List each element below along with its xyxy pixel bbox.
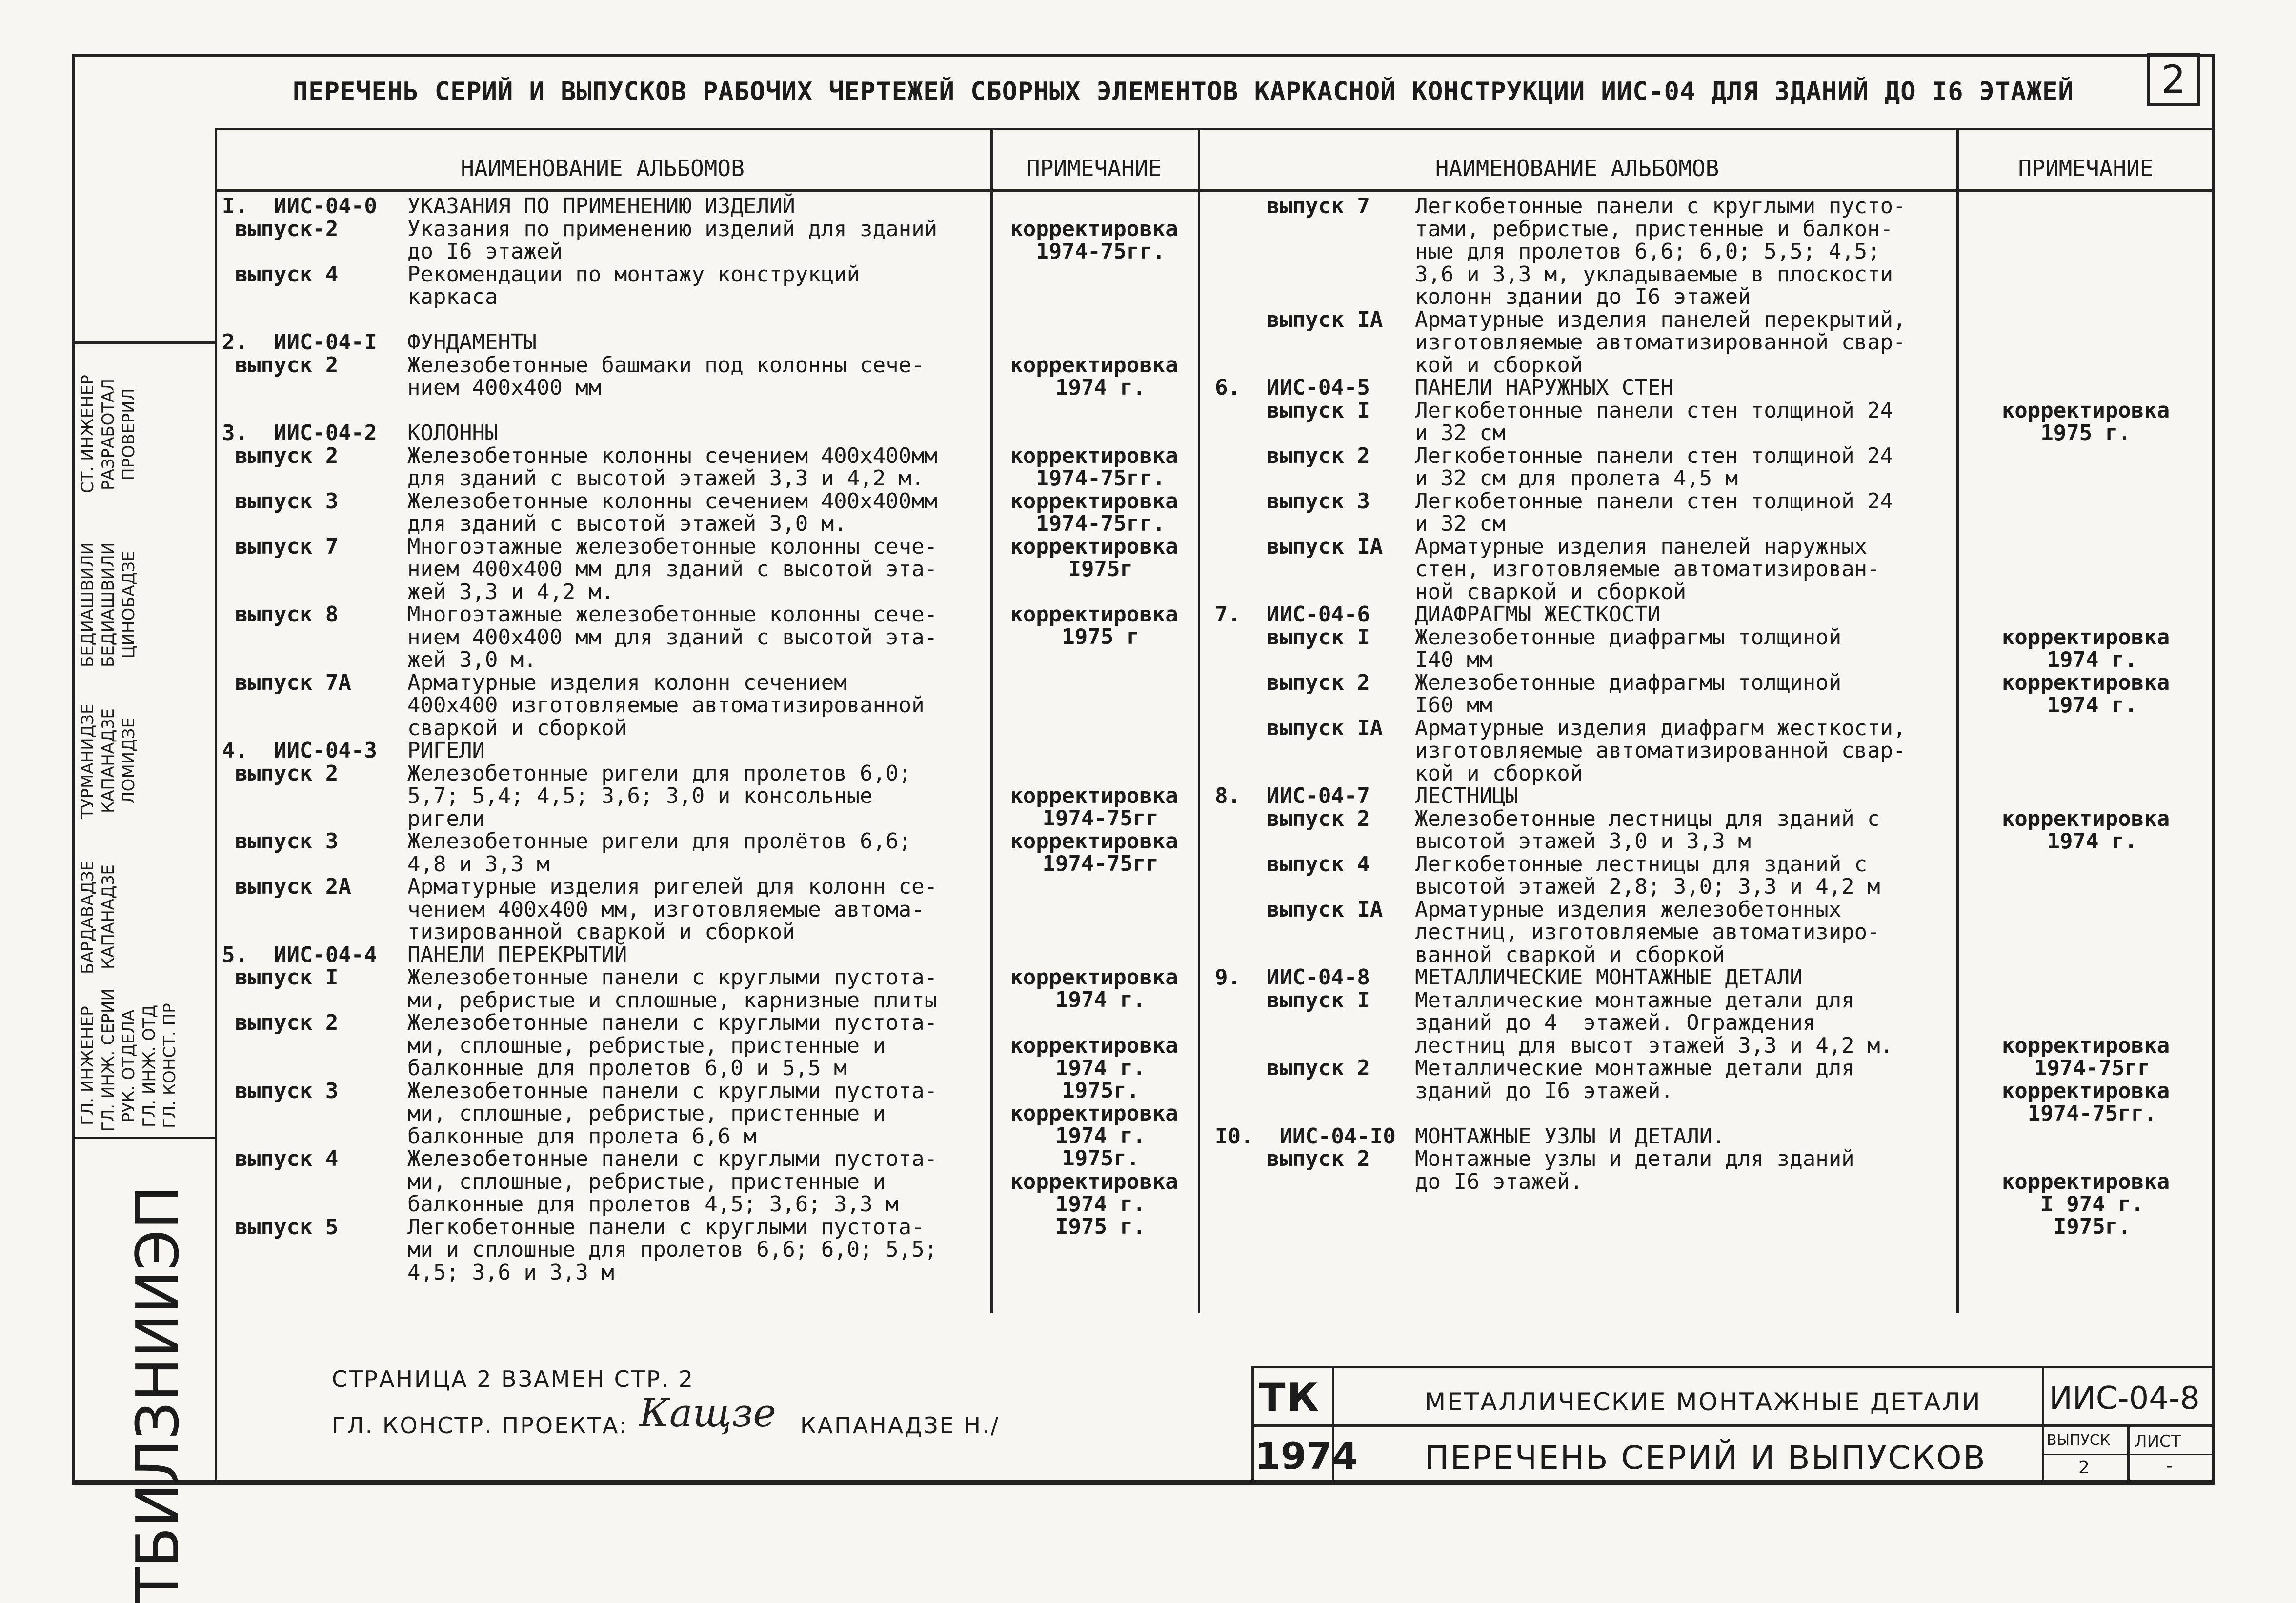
left-row-text: жей 3,3 и 4,2 м. (407, 579, 614, 604)
left-row-text: 5,7; 5,4; 4,5; 3,6; 3,0 и консольные (407, 783, 873, 808)
left-row-code: 3. ИИС-04-2 (222, 421, 377, 445)
side-stamp-role: ГЛ. ИНЖЕНЕР (78, 1006, 98, 1126)
left-row-text: до I6 этажей (407, 239, 563, 264)
left-note: корректировка 1974-75гг. (1010, 488, 1178, 536)
left-note: корректировка I975г (1010, 534, 1178, 581)
right-row-code: выпуск 3 (1215, 488, 1370, 514)
side-stamp-name: ЛОМИДЗЕ (119, 718, 139, 804)
title-year: 1974 (1255, 1434, 1358, 1478)
right-row-code: 7. ИИС-04-6 (1215, 602, 1370, 627)
page-replace-text: СТРАНИЦА 2 ВЗАМЕН СТР. 2 (332, 1366, 695, 1392)
right-row-text: Металлические монтажные детали для (1415, 987, 1854, 1013)
chief-signature: Кащзе (639, 1390, 776, 1436)
left-note: корректировка 1974 г. I975 г. (1010, 1169, 1178, 1239)
right-row-text: Арматурные изделия железобетонных (1415, 897, 1842, 922)
left-row-text: сваркой и сборкой (407, 715, 627, 741)
bottom-strip-line (72, 1483, 2215, 1485)
drawing-frame (72, 54, 2215, 1483)
side-stamp-name: ТУРМАНИДЗЕ (78, 703, 98, 819)
right-row-text: кой и сборкой (1415, 761, 1583, 786)
left-row-text: Железобетонные панели с круглыми пустота- (407, 1010, 938, 1035)
left-row-text: Железобетонные ригели для пролётов 6,6; (407, 829, 912, 854)
right-row-code: 8. ИИС-04-7 (1215, 783, 1370, 808)
left-row-text: каркаса (407, 284, 498, 309)
left-row-text: ригели (407, 806, 485, 831)
left-row-code: выпуск-2 (222, 216, 339, 241)
left-note: корректировка 1974 г. 1975г. (1010, 1101, 1178, 1171)
right-row-text: ные для пролетов 6,6; 6,0; 5,5; 4,5; (1415, 239, 1880, 264)
right-note: корректировка I 974 г. I975г. (2001, 1169, 2170, 1239)
left-row-text: жей 3,0 м. (407, 647, 537, 672)
left-row-code: выпуск 5 (222, 1214, 339, 1240)
side-stamp-name: КАПАНАДЗЕ (99, 864, 118, 970)
left-row-text: тизированной сваркой и сборкой (407, 920, 795, 944)
header-left-note: ПРИМЕЧАНИЕ (1027, 155, 1162, 181)
left-note: корректировка 1974-75гг (1010, 783, 1178, 831)
right-row-text: 3,6 и 3,3 м, укладываемые в плоскости (1415, 261, 1893, 287)
right-row-text: зданий до I6 этажей. (1415, 1078, 1673, 1103)
title-block-vypusk-line (2042, 1454, 2215, 1455)
left-note: корректировка 1974-75гг. (1010, 443, 1178, 491)
right-row-text: высотой этажей 3,0 и 3,3 м (1415, 829, 1751, 854)
side-stamp-role: ГЛ. КОНСТ. ПР (160, 1003, 180, 1129)
side-stamp-role: ГЛ. ИНЖ. СЕРИИ (99, 988, 118, 1132)
side-stamp-top (72, 341, 215, 344)
title-tk: ТК (1259, 1375, 1320, 1420)
left-row-code: выпуск 7А (222, 670, 351, 695)
right-row-text: Железобетонные диафрагмы толщиной (1415, 624, 1842, 650)
right-row-code: выпуск 2 (1215, 806, 1370, 831)
right-row-text: Металлические монтажные детали для (1415, 1056, 1854, 1081)
title-block-top (1251, 1366, 2215, 1368)
left-row-code: 4. ИИС-04-3 (222, 738, 377, 763)
right-row-text: Легкобетонные лестницы для зданий с (1415, 851, 1868, 877)
left-row-text: нием 400х400 мм (407, 375, 602, 400)
left-note: корректировка 1974-75гг. (1010, 216, 1178, 264)
left-row-text: ми, ребристые и сплошные, карнизные плиты (407, 987, 938, 1013)
side-stamp-name: БЕДИАШВИЛИ (78, 542, 98, 668)
left-row-text: ми, сплошные, ребристые, пристенные и (407, 1033, 886, 1058)
right-row-code: выпуск 4 (1215, 851, 1370, 877)
left-row-text: ми, сплошные, ребристые, пристенные и (407, 1101, 886, 1126)
right-row-text: Арматурные изделия панелей наружных (1415, 534, 1868, 559)
header-right-name: НАИМЕНОВАНИЕ АЛЬБОМОВ (1435, 155, 1719, 181)
left-row-text: УКАЗАНИЯ ПО ПРИМЕНЕНИЮ ИЗДЕЛИЙ (407, 194, 795, 219)
left-row-code: выпуск 2 (222, 352, 339, 378)
left-row-text: Арматурные изделия ригелей для колонн се- (407, 874, 938, 899)
table-top-line (215, 128, 2215, 130)
left-row-code: выпуск 2 (222, 443, 339, 468)
left-row-code: выпуск 2А (222, 874, 351, 899)
right-row-text: ПАНЕЛИ НАРУЖНЫХ СТЕН (1415, 375, 1673, 400)
right-row-text: изготовляемые автоматизированной свар- (1415, 738, 1906, 763)
title-block-mid (1251, 1424, 2215, 1427)
side-stamp-name: КАПАНАДЗЕ (99, 708, 118, 814)
left-row-code: 5. ИИС-04-4 (222, 942, 377, 967)
right-row-text: колонн здании до I6 этажей (1415, 284, 1751, 309)
left-row-code: выпуск 4 (222, 1146, 339, 1171)
right-row-text: ДИАФРАГМЫ ЖЕСТКОСТИ (1415, 602, 1661, 627)
organization-name: ТБИЛЗНИИЭП (124, 1185, 192, 1603)
left-row-text: ми и сплошные для пролетов 6,6; 6,0; 5,5; (407, 1237, 938, 1262)
right-note: корректировка 1974 г. (2001, 806, 2170, 854)
side-stamp-role: РУК. ОТДЕЛА (119, 1009, 139, 1122)
right-row-text: Легкобетонные панели стен толщиной 24 (1415, 488, 1893, 514)
right-row-code: выпуск IА (1215, 715, 1383, 741)
left-side-stamp-border (215, 128, 217, 1483)
right-row-code: выпуск 2 (1215, 443, 1370, 468)
left-row-text: нием 400х400 мм для зданий с высотой эта- (407, 624, 938, 650)
right-row-text: Легкобетонные панели стен толщиной 24 (1415, 398, 1893, 423)
right-row-text: Легкобетонные панели с круглыми пусто- (1415, 194, 1906, 219)
left-row-text: балконные для пролета 6,6 м (407, 1123, 757, 1149)
right-row-code: выпуск IА (1215, 307, 1383, 332)
header-right-note: ПРИМЕЧАНИЕ (2018, 155, 2154, 181)
left-row-text: чением 400х400 мм, изготовляемые автома- (407, 897, 925, 922)
right-row-text: I40 мм (1415, 647, 1492, 672)
title-doc-code: ИИС-04-8 (2049, 1381, 2200, 1417)
left-row-text: КОЛОННЫ (407, 421, 498, 445)
left-row-code: выпуск 7 (222, 534, 339, 559)
left-row-text: Многоэтажные железобетонные колонны сече- (407, 534, 938, 559)
header-left-name: НАИМЕНОВАНИЕ АЛЬБОМОВ (461, 155, 745, 181)
left-row-text: балконные для пролетов 6,0 и 5,5 м (407, 1056, 847, 1081)
right-row-code: 9. ИИС-04-8 (1215, 965, 1370, 990)
left-row-text: Железобетонные колонны сечением 400х400мм (407, 443, 938, 468)
right-row-text: ЛЕСТНИЦЫ (1415, 783, 1518, 808)
title-vypusk-value: 2 (2078, 1458, 2091, 1478)
left-row-text: 4,8 и 3,3 м (407, 851, 550, 877)
right-row-code: выпуск IА (1215, 534, 1383, 559)
right-row-text: тами, ребристые, пристенные и балкон- (1415, 216, 1893, 241)
left-row-text: Железобетонные ригели для пролетов 6,0; (407, 761, 912, 786)
right-row-text: I60 мм (1415, 693, 1492, 718)
right-row-text: Арматурные изделия панелей перекрытий, (1415, 307, 1906, 332)
left-row-code: 2. ИИС-04-I (222, 330, 377, 355)
left-row-code: выпуск 2 (222, 761, 339, 786)
left-row-text: Железобетонные башмаки под колонны сече- (407, 352, 925, 378)
left-row-text: РИГЕЛИ (407, 738, 485, 763)
right-row-text: зданий до 4 этажей. Ограждения (1415, 1010, 1816, 1035)
right-row-text: Железобетонные лестницы для зданий с (1415, 806, 1880, 831)
left-row-text: Железобетонные панели с круглыми пустота- (407, 965, 938, 990)
right-row-text: Железобетонные диафрагмы толщиной (1415, 670, 1842, 695)
left-row-text: балконные для пролетов 4,5; 3,6; 3,3 м (407, 1192, 899, 1217)
right-row-text: и 32 см для пролета 4,5 м (1415, 466, 1738, 491)
right-row-code: выпуск 2 (1215, 1146, 1370, 1171)
left-row-text: ми, сплошные, ребристые, пристенные и (407, 1169, 886, 1194)
sheet-number: 2 (2147, 53, 2200, 106)
chief-label: ГЛ. КОНСТР. ПРОЕКТА: (332, 1412, 628, 1439)
left-row-text: Многоэтажные железобетонные колонны сече- (407, 602, 938, 627)
right-row-text: МЕТАЛЛИЧЕСКИЕ МОНТАЖНЫЕ ДЕТАЛИ (1415, 965, 1803, 990)
left-row-text: 400х400 изготовляемые автоматизированной (407, 693, 925, 718)
right-row-code: I0. ИИС-04-I0 (1215, 1123, 1396, 1149)
side-stamp-role: РАЗРАБОТАЛ (99, 378, 118, 490)
right-row-code: выпуск I (1215, 987, 1370, 1013)
right-row-text: Легкобетонные панели стен толщиной 24 (1415, 443, 1893, 468)
side-stamp-org-line (72, 1137, 215, 1139)
left-note: корректировка 1974 г. 1975г. (1010, 1033, 1178, 1103)
title-vypusk-label: ВЫПУСК (2047, 1432, 2111, 1449)
chief-name: КАПАНАДЗЕ Н./ (800, 1412, 1000, 1439)
left-row-code: выпуск 8 (222, 602, 339, 627)
title-block-left (1251, 1366, 1254, 1483)
left-row-code: выпуск 3 (222, 1078, 339, 1103)
left-row-code: выпуск 4 (222, 261, 339, 287)
right-note: корректировка 1974 г. (2001, 624, 2170, 672)
right-row-code: выпуск 7 (1215, 194, 1370, 219)
right-row-text: и 32 см (1415, 421, 1506, 445)
left-row-text: Железобетонные панели с круглыми пустота- (407, 1146, 938, 1171)
left-row-text: Рекомендации по монтажу конструкций (407, 261, 860, 287)
left-row-text: для зданий с высотой этажей 3,3 и 4,2 м. (407, 466, 925, 491)
left-row-code: I. ИИС-04-0 (222, 194, 377, 219)
center-divider (1198, 128, 1200, 1313)
left-note: корректировка 1975 г (1010, 602, 1178, 649)
left-row-text: нием 400х400 мм для зданий с высотой эта- (407, 557, 938, 581)
left-row-code: выпуск 3 (222, 488, 339, 514)
title-sheet-title: ПЕРЕЧЕНЬ СЕРИЙ И ВЫПУСКОВ (1425, 1439, 1987, 1477)
right-row-text: кой и сборкой (1415, 352, 1583, 378)
right-note-divider (1956, 128, 1959, 1313)
right-row-text: лестниц, изготовляемые автоматизиро- (1415, 920, 1880, 944)
side-stamp-name: БЕДИАШВИЛИ (99, 542, 118, 668)
left-row-text: для зданий с высотой этажей 3,0 м. (407, 511, 847, 536)
right-row-text: ной сваркой и сборкой (1415, 579, 1687, 604)
right-row-text: стен, изготовляемые автоматизирован- (1415, 557, 1880, 581)
side-stamp-role: ПРОВЕРИЛ (119, 388, 139, 481)
title-list-label: ЛИСТ (2135, 1432, 2181, 1451)
side-stamp-role: ГЛ. ИНЖ. ОТД (140, 1004, 159, 1127)
right-row-text: высотой этажей 2,8; 3,0; 3,3 и 4,2 м (1415, 874, 1880, 899)
side-stamp-name: БАРДАВАДЗЕ (78, 860, 98, 974)
right-row-text: до I6 этажей. (1415, 1169, 1583, 1194)
side-stamp-role: СТ. ИНЖЕНЕР (78, 375, 98, 494)
right-note: корректировка 1974 г. (2001, 670, 2170, 718)
title-block-code-divider (2042, 1366, 2044, 1483)
right-row-code: выпуск 2 (1215, 670, 1370, 695)
right-note: корректировка 1975 г. (2001, 398, 2170, 445)
right-row-text: изготовляемые автоматизированной свар- (1415, 330, 1906, 355)
left-row-text: Арматурные изделия колонн сечением (407, 670, 847, 695)
left-row-text: ПАНЕЛИ ПЕРЕКРЫТИЙ (407, 942, 627, 967)
page-title: ПЕРЕЧЕНЬ СЕРИЙ И ВЫПУСКОВ РАБОЧИХ ЧЕРТЕЖЕЙ СБОРНЫХ ЭЛЕМЕНТОВ КАРКАСНОЙ КОНСТРУКЦИИ ИИС-04 ДЛЯ ЗДАНИЙ ДО I6 ЭТАЖЕЙ (293, 77, 2074, 106)
side-stamp-name: ЦИНОБАДЗЕ (119, 551, 139, 659)
left-note: корректировка 1974 г. (1010, 352, 1178, 400)
right-row-code: выпуск I (1215, 624, 1370, 650)
right-row-text: Арматурные изделия диафрагм жесткости, (1415, 715, 1906, 741)
left-note: корректировка 1974-75гг (1010, 829, 1178, 876)
header-bottom-line (215, 189, 2215, 192)
right-row-text: лестниц для высот этажей 3,3 и 4,2 м. (1415, 1033, 1893, 1058)
title-list-value: - (2166, 1456, 2174, 1476)
right-row-text: МОНТАЖНЫЕ УЗЛЫ И ДЕТАЛИ. (1415, 1123, 1725, 1149)
side-stamp-left (72, 341, 75, 1483)
right-row-code: выпуск 2 (1215, 1056, 1370, 1081)
right-row-text: Монтажные узлы и детали для зданий (1415, 1146, 1854, 1171)
right-row-text: и 32 см (1415, 511, 1506, 536)
right-row-code: 6. ИИС-04-5 (1215, 375, 1370, 400)
left-row-text: 4,5; 3,6 и 3,3 м (407, 1260, 614, 1285)
left-row-text: Легкобетонные панели с круглыми пустота- (407, 1214, 925, 1240)
title-subject: МЕТАЛЛИЧЕСКИЕ МОНТАЖНЫЕ ДЕТАЛИ (1425, 1388, 1982, 1416)
left-row-text: ФУНДАМЕНТЫ (407, 330, 537, 355)
right-row-text: ванной сваркой и сборкой (1415, 942, 1725, 967)
left-row-code: выпуск 2 (222, 1010, 339, 1035)
left-row-code: выпуск I (222, 965, 339, 990)
left-note: корректировка 1974 г. (1010, 965, 1178, 1012)
right-row-code: выпуск I (1215, 398, 1370, 423)
right-row-code: выпуск IА (1215, 897, 1383, 922)
right-note: корректировка 1974-75гг (2001, 1033, 2170, 1081)
left-row-text: Указания по применению изделий для зданий (407, 216, 938, 241)
left-row-text: Железобетонные колонны сечением 400х400мм (407, 488, 938, 514)
left-row-text: Железобетонные панели с круглыми пустота- (407, 1078, 938, 1103)
right-note: корректировка 1974-75гг. (2001, 1078, 2170, 1126)
left-row-code: выпуск 3 (222, 829, 339, 854)
